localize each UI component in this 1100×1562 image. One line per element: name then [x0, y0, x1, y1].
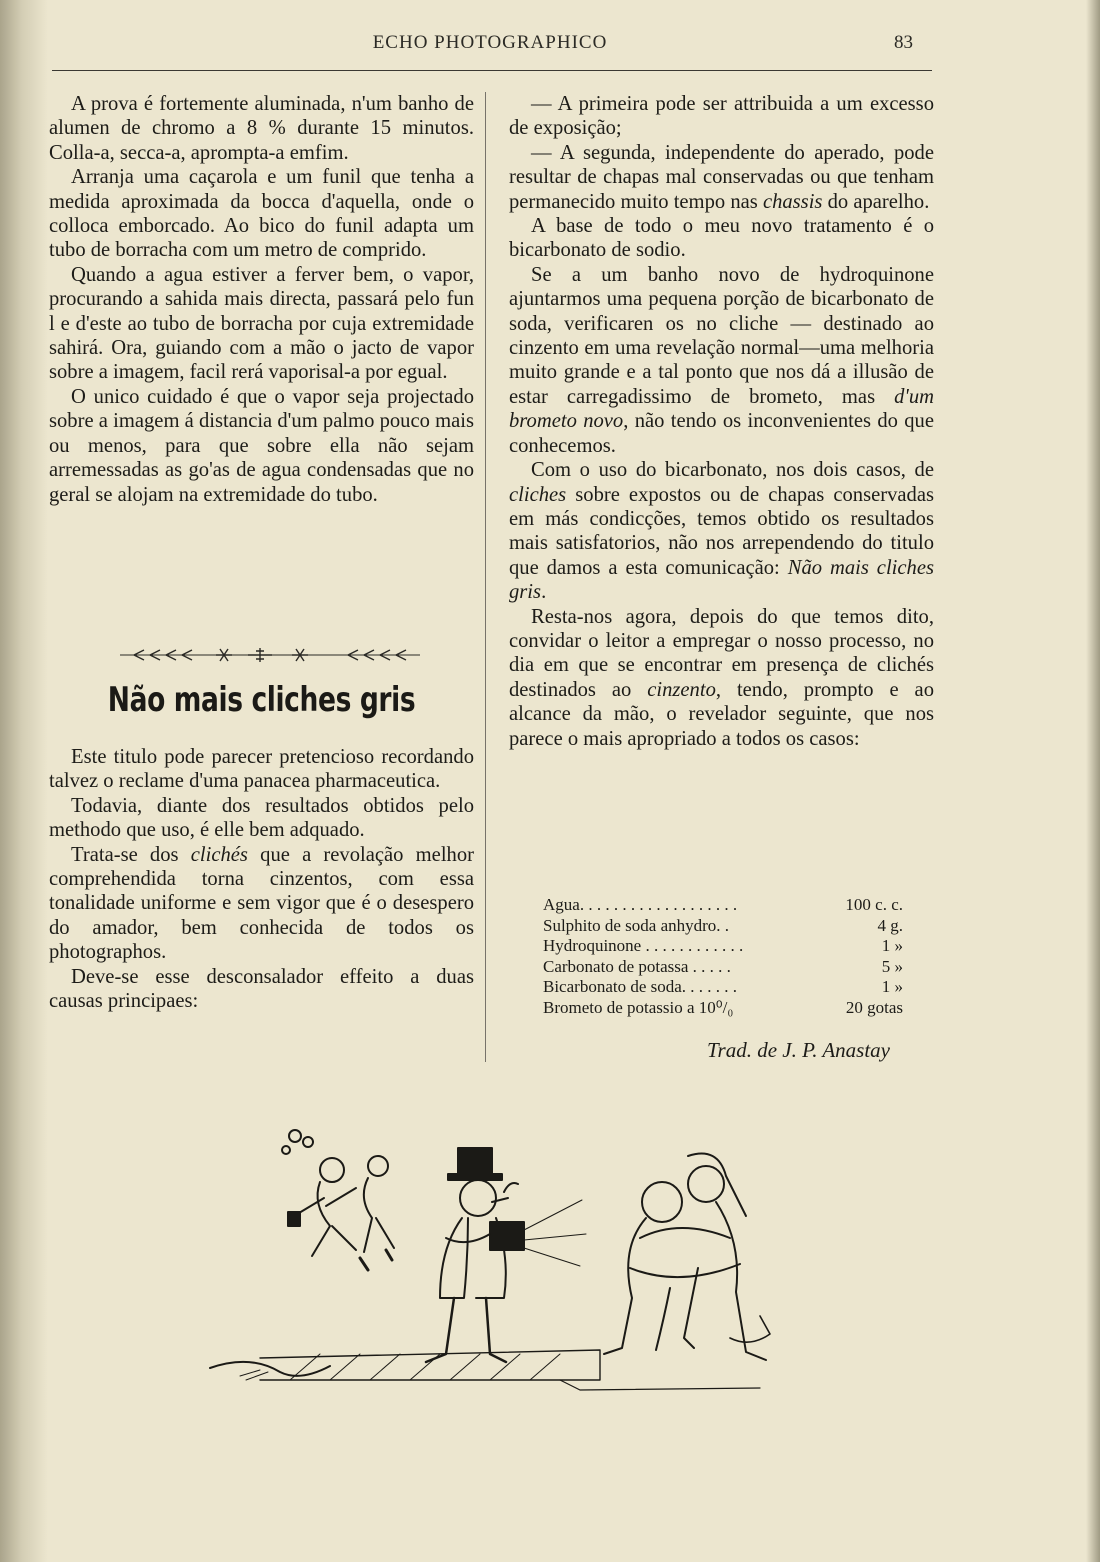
ornamental-divider: [120, 646, 420, 664]
developer-recipe: [543, 895, 903, 1019]
left-column-continuation: [49, 92, 474, 507]
paragraph: — A primeira pode ser attribuida a um excesso de exposição;: [509, 93, 934, 140]
translator-signature: Trad. de J. P. Anastay: [707, 1038, 890, 1062]
paragraph: A prova é fortemente aluminada, n'um banho de alumen de chromo a 8 % durante 15 minutos. Colla-a, secca-a, apromptа-a emfim.: [49, 93, 474, 164]
column-divider: [485, 92, 486, 1062]
cartoon-illustration: [200, 1118, 820, 1398]
paragraph: O unico cuidado é que o vapor seja projectado sobre a imagem á distancia d'um palmo pouco mais ou menos, para que sobre ella não sejam arremessadas as go'as de agua condensadas que no geral se alojam na extremidade do tubo.: [49, 385, 474, 506]
page-gutter-shadow: [0, 0, 48, 1562]
paragraph: Se a um banho novo de hydroquinone ajuntarmos uma pequena porção de bicarbonato de soda, verificaren os no cliche — destinado ao cinzento em uma revelação normal—uma melhoria muito grande e a tal ponto que nos dá a illusão de estar carregadissimo de brometo, mas d'um brometo novo, não tendo os inconvenientes do que conhecemos.: [509, 263, 934, 457]
paragraph: Todavia, diante dos resultados obtidos pelo methodo que uso, é elle bem adquado.: [49, 794, 474, 842]
paragraph: Quando a agua estiver a ferver bem, o vapor, procurando a sahida mais directa, passará pelo fun l e d'este ao tubo de borracha por cuja extremidade sahirá. Ora, guiando com a mão o jacto de vapor sobre a imagem, facil rerá vaporisal-a por egual.: [49, 263, 474, 384]
paragraph: Deve-se esse desconsalador effeito a duas causas principaes:: [49, 965, 474, 1013]
paragraph: Trata-se dos clichés que a revolação melhor comprehendida torna cinzentos, com essa tonalidade uniforme e sem vigor que é o desespero do amador, bem conhecida de todos os photographos.: [49, 843, 474, 964]
paragraph: Com o uso do bicarbonato, nos dois casos, de cliches sobre expostos ou de chapas conservadas em más condicções, temos obtido os resultados mais satisfatorios, não nos arrependendo do titulo que damos a esta comunicação: Não mais cliches gris.: [509, 459, 934, 604]
paragraph: Este titulo pode parecer pretencioso recordando talvez o reclame d'uma panacea pharmaceutica.: [49, 746, 474, 793]
recipe-row: Carbonato de potassa . . . . . 5 »: [543, 956, 903, 976]
recipe-row: Bicarbonato de soda. . . . . . . 1 »: [543, 977, 903, 997]
page-number: 83: [894, 32, 913, 53]
paragraph: — A segunda, independente do aperado, pode resultar de chapas mal conservadas ou que tenham permanecido muito tempo nas chassis do aparelho.: [509, 141, 934, 213]
paragraph: Arranja uma caçarola e um funil que tenha a medida aproximada da bocca d'aquella, onde o colloca emborcado. Ao bico do funil adapta um tubo de borracha com um metro de comprido.: [49, 166, 474, 262]
paragraph: Resta-nos agora, depois do que temos dito, convidar o leitor a empregar o nosso processo, no dia em que se encontrar em presença de clichés destinados ao cinzento, tendo, prompto e ao alcance da mão, o revelador seguinte, que nos parece o mais apropriado a todos os casos:: [509, 605, 934, 750]
article-title: Não mais cliches gris: [107, 680, 416, 720]
recipe-row: Hydroquinone . . . . . . . . . . . . 1 »: [543, 936, 903, 956]
page-edge-shadow: [1086, 0, 1100, 1562]
left-column-article: [49, 745, 474, 1013]
running-header: ECHO PHOTOGRAPHICO: [372, 32, 608, 53]
recipe-row: Sulphito de soda anhydro. . 4 g.: [543, 915, 903, 935]
recipe-row: Brometo de potassio a 10⁰/₀ 20 gotas: [543, 997, 903, 1017]
header-rule: [52, 70, 932, 71]
paragraph: A base de todo o meu novo tratamento é o bicarbonato de sodio.: [509, 215, 934, 262]
recipe-row: Agua. . . . . . . . . . . . . . . . . . . 100 c. c.: [543, 895, 903, 914]
right-column-article: [509, 92, 934, 751]
